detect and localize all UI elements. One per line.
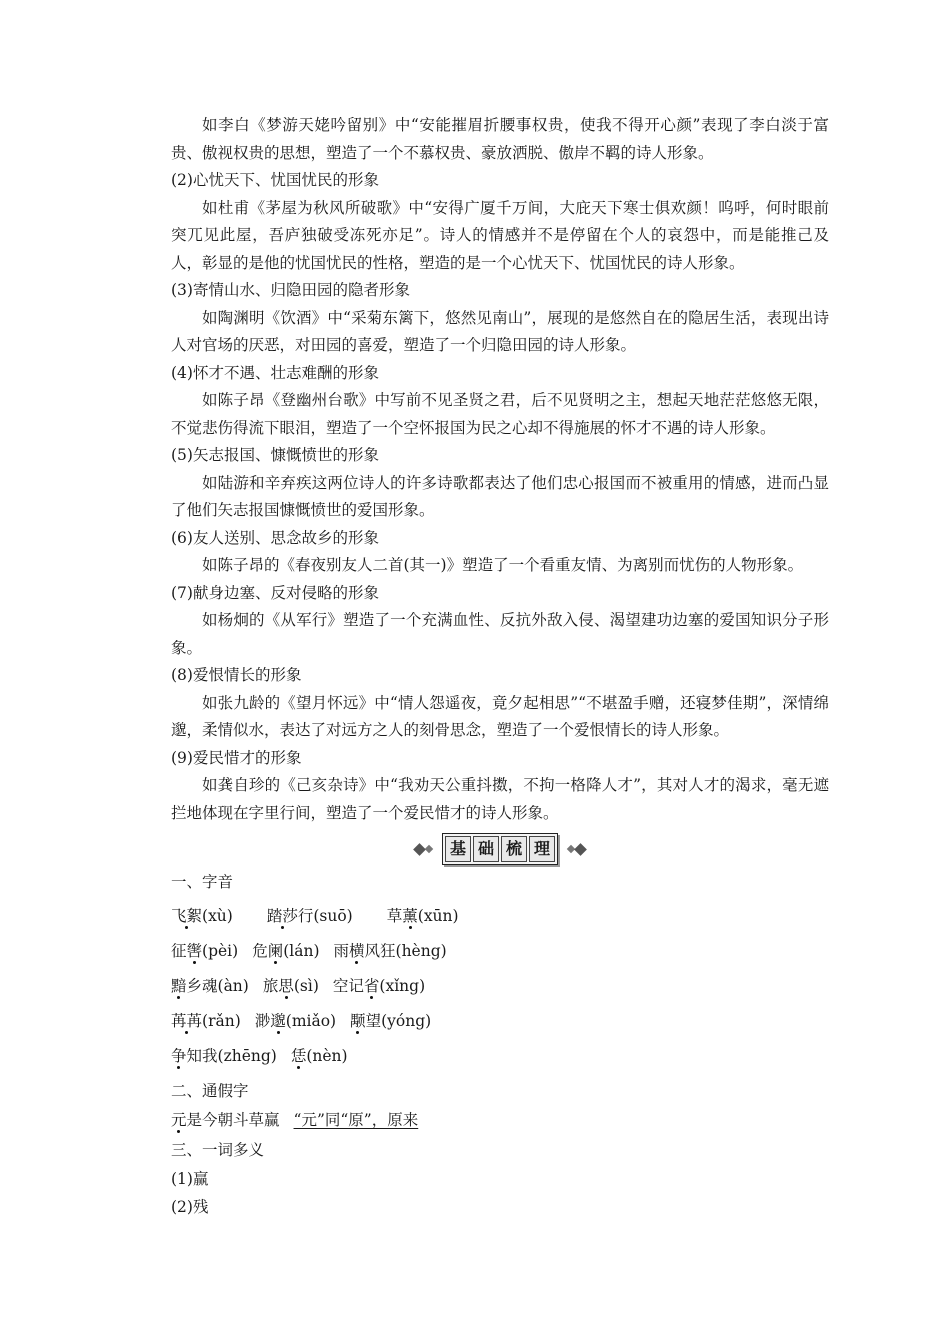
body-paragraph: 如陶渊明《饮酒》中“采菊东篱下，悠然见南山”，展现的是悠然自在的隐居生活，表现出诗人对官场的厌恶，对田园的喜爱，塑造了一个归隐田园的诗人形象。 [171, 308, 829, 354]
paragraph-list [171, 112, 829, 827]
word-dotted: 横 [349, 941, 365, 960]
word-dotted: 邈 [270, 1011, 286, 1030]
word-rest: (xǐng) [379, 976, 426, 995]
pronunciation-rows [171, 899, 829, 1074]
section-heading: (4)怀才不遇、壮志难酬的形象 [171, 363, 379, 382]
pronunciation-word [171, 1004, 241, 1039]
body-paragraph: 如张九龄的《望月怀远》中“情人怨遥夜，竟夕起相思”“不堪盈手赠，还寝梦佳期”，深情绵邈，柔情似水，表达了对远方之人的刻骨思念，塑造了一个爱恨情长的诗人形象。 [171, 693, 829, 739]
word-rest: (xù) [202, 906, 233, 925]
pronunciation-word [263, 969, 319, 1004]
pronunciation-word [333, 969, 425, 1004]
pronunciation-row [171, 969, 829, 1004]
word-rest: (lán) [283, 941, 320, 960]
banner-char: 梳 [501, 836, 527, 862]
pronunciation-word [291, 1039, 348, 1074]
tongjiazi-answer: “元”同“原”，原来 [293, 1111, 419, 1129]
word-prefix: 草 [386, 906, 403, 925]
pronunciation-word [350, 1004, 431, 1039]
body-paragraph: 如陆游和辛弃疾这两位诗人的许多诗歌都表达了他们忠心报国而不被重用的情感，进而凸显了他们矢志报国慷慨愤世的爱国形象。 [171, 473, 829, 519]
word-prefix: 征 [171, 941, 187, 960]
body-paragraph: 如陈子昂《登幽州台歌》中写前不见圣贤之君，后不见贤明之主，想起天地茫茫悠悠无限，不觉悲伤得流下眼泪，塑造了一个空怀报国为民之心却不得施展的怀才不遇的诗人形象。 [171, 391, 829, 437]
word-rest: (nèn) [306, 1046, 348, 1065]
pronunciation-word [171, 934, 238, 969]
word-dotted: 省 [363, 976, 380, 995]
pronunciation-word [171, 1039, 277, 1074]
body-paragraph: 如龚自珍的《己亥杂诗》中“我劝天公重抖擞，不拘一格降人才”，其对人才的渴求，毫无遮拦地体现在字里行间，塑造了一个爱民惜才的诗人形象。 [171, 776, 829, 822]
section-title-polysemy: 三、一词多义 [171, 1141, 265, 1159]
pronunciation-row [171, 934, 829, 969]
word-rest: 风狂(hèng) [364, 941, 447, 960]
word-dotted: 思 [278, 976, 294, 995]
section-heading: (6)友人送别、思念故乡的形象 [171, 528, 379, 547]
word-dotted: 辔 [186, 941, 203, 960]
left-diamond-icon [415, 845, 432, 854]
pronunciation-word [252, 934, 319, 969]
tongjiazi-phrase: 是今朝斗草赢 [186, 1111, 280, 1129]
word-rest: 望(yóng) [365, 1011, 432, 1030]
word-rest: (rǎn) [202, 1011, 241, 1030]
body-paragraph: 如李白《梦游天姥吟留别》中“安能摧眉折腰事权贵，使我不得开心颜”表现了李白淡于富贵、傲视权贵的思想，塑造了一个不慕权贵、豪放洒脱、傲岸不羁的诗人形象。 [171, 116, 829, 162]
word-rest: (sì) [293, 976, 319, 995]
pronunciation-row [171, 899, 829, 934]
word-prefix: 渺 [254, 1011, 271, 1030]
section-heading: (9)爱民惜才的形象 [171, 748, 302, 767]
section-heading: (8)爱恨情长的形象 [171, 666, 302, 684]
word-rest: 知我(zhēng) [186, 1046, 277, 1065]
section-heading: (2)心忧天下、忧国忧民的形象 [171, 171, 379, 189]
word-prefix: 雨 [333, 941, 350, 960]
banner-char: 基 [445, 836, 471, 862]
pronunciation-row [171, 1039, 829, 1074]
pronunciation-word [171, 969, 249, 1004]
tongjiazi-item [171, 1105, 829, 1135]
word-rest: (xūn) [417, 906, 459, 925]
section-heading: (7)献身边塞、反对侵略的形象 [171, 583, 379, 602]
word-prefix: 空记 [332, 976, 364, 995]
word-rest: (pèi) [202, 941, 239, 960]
word-dotted: 颙 [350, 1011, 366, 1030]
banner-char: 础 [473, 836, 499, 862]
word-prefix: 危 [252, 941, 268, 960]
polysemy-item: (1)赢 [171, 1169, 209, 1188]
polysemy-list [171, 1165, 829, 1221]
pronunciation-word [267, 899, 353, 934]
pronunciation-word [255, 1004, 336, 1039]
word-prefix: 旅 [262, 976, 279, 995]
word-dotted: 阑 [267, 941, 284, 960]
right-diamond-icon [568, 845, 585, 854]
body-paragraph: 如杨炯的《从军行》塑造了一个充满血性、反抗外敌入侵、渴望建功边塞的爱国知识分子形象。 [171, 611, 829, 657]
document-content [171, 112, 829, 1221]
pronunciation-row [171, 1004, 829, 1039]
pronunciation-word [334, 934, 447, 969]
tongjiazi-dotted: 元 [171, 1111, 187, 1129]
pronunciation-word [171, 899, 233, 934]
word-dotted: 恁 [290, 1046, 307, 1065]
word-rest: 行(suō) [297, 906, 353, 925]
section-banner [171, 834, 829, 864]
section-heading: (3)寄情山水、归隐田园的隐者形象 [171, 281, 410, 299]
word-dotted: 黯 [171, 976, 187, 995]
section-title-pronunciation: 一、字音 [171, 873, 234, 891]
banner-char: 理 [529, 836, 555, 862]
body-paragraph: 如陈子昂的《春夜别友人二首(其一)》塑造了一个看重友情、为离别而忧伤的人物形象。 [202, 556, 804, 574]
banner-title [442, 833, 558, 865]
section-heading: (5)矢志报国、慷慨愤世的形象 [171, 446, 379, 464]
pronunciation-word [387, 899, 459, 934]
word-dotted: 踏莎 [266, 906, 298, 925]
word-rest: (miǎo) [285, 1011, 337, 1030]
word-dotted: 薰 [402, 906, 418, 925]
word-dotted: 争 [171, 1046, 187, 1065]
word-dotted: 飞絮 [171, 906, 203, 925]
polysemy-item: (2)残 [171, 1197, 209, 1216]
section-title-tongjiazi: 二、通假字 [171, 1081, 249, 1100]
word-rest: 乡魂(àn) [186, 976, 249, 995]
word-dotted: 苒苒 [171, 1011, 203, 1030]
body-paragraph: 如杜甫《茅屋为秋风所破歌》中“安得广厦千万间，大庇天下寒士俱欢颜！呜呼，何时眼前突兀见此屋，吾庐独破受冻死亦足”。诗人的情感并不是停留在个人的哀怨中，而是能推己及人，彰显的是他的忧国忧民的性格，塑造的是一个心忧天下、忧国忧民的诗人形象。 [171, 198, 829, 272]
